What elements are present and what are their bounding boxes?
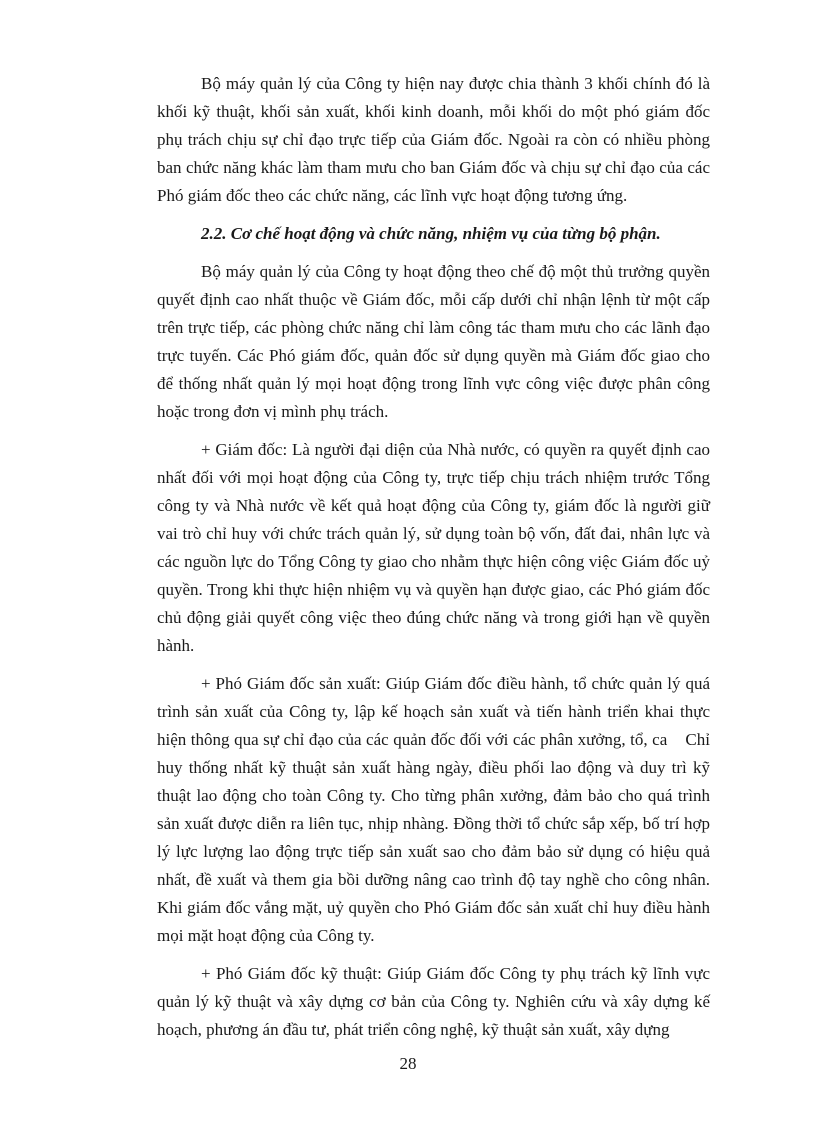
section-heading: 2.2. Cơ chế hoạt động và chức năng, nhiệm vụ của từng bộ phận. [201,224,661,243]
page-number: 28 [399,1054,417,1073]
paragraph-deputy-technical: + Phó Giám đốc kỹ thuật: Giúp Giám đốc Công ty phụ trách kỹ lĩnh vực quản lý kỹ thuật và xây dựng cơ bản của Công ty. Nghiên cứu và xây dựng kế hoạch, phương án đầu tư, phát triển công nghệ, kỹ thuật sản xuất, xây dựng [157,964,710,1039]
paragraph-director: + Giám đốc: Là người đại diện của Nhà nước, có quyền ra quyết định cao nhất đối với mọi hoạt động của Công ty, trực tiếp chịu trách nhiệm trước Tổng công ty và Nhà nước về kết quả hoạt động của Công ty, giám đốc là người giữ vai trò chỉ huy với chức trách quản lý, sử dụng toàn bộ vốn, đất đai, nhân lực và các nguồn lực do Tổng Công ty giao cho nhằm thực hiện công việc Giám đốc uỷ quyền. Trong khi thực hiện nhiệm vụ và quyền hạn được giao, các Phó giám đốc chủ động giải quyết công việc theo đúng chức năng và trong giới hạn về quyền hành. [157,440,710,655]
document-body [157,70,715,1054]
paragraph-deputy-production: + Phó Giám đốc sản xuất: Giúp Giám đốc điều hành, tổ chức quản lý quá trình sản xuất của Công ty, lập kế hoạch sản xuất và tiến hành triển khai thực hiện thông qua sự chỉ đạo của các quản đốc đối với các phân xưởng, tổ, ca Chỉ huy thống nhất kỹ thuật sản xuất hàng ngày, điều phối lao động và duy trì kỹ thuật lao động cho toàn Công ty. Cho từng phân xưởng, đảm bảo cho quá trình sản xuất được diễn ra liên tục, nhịp nhàng. Đồng thời tổ chức sắp xếp, bố trí hợp lý lực lượng lao động trực tiếp sản xuất sao cho đảm bảo sử dụng có hiệu quả nhất, đề xuất và them gia bồi dưỡng nâng cao trình độ tay nghề cho công nhân. Khi giám đốc vắng mặt, uỷ quyền cho Phó Giám đốc sản xuất chỉ huy điều hành mọi mặt hoạt động của Công ty. [157,674,715,945]
paragraph-management-structure: Bộ máy quản lý của Công ty hiện nay được chia thành 3 khối chính đó là khối kỹ thuật, khối sản xuất, khối kinh doanh, mỗi khối do một phó giám đốc phụ trách chịu sự chỉ đạo trực tiếp của Giám đốc. Ngoài ra còn có nhiều phòng ban chức năng khác làm tham mưu cho ban Giám đốc và chịu sự chỉ đạo của các Phó giám đốc theo các chức năng, các lĩnh vực hoạt động tương ứng. [157,74,710,205]
paragraph-operating-mechanism: Bộ máy quản lý của Công ty hoạt động theo chế độ một thủ trưởng quyền quyết định cao nhất thuộc về Giám đốc, mỗi cấp dưới chỉ nhận lệnh từ một cấp trên trực tiếp, các phòng chức năng chỉ làm công tác tham mưu cho các lãnh đạo trực tuyến. Các Phó giám đốc, quản đốc sử dụng quyền mà Giám đốc giao cho để thống nhất quản lý mọi hoạt động trong lĩnh vực công việc được phân công hoặc trong đơn vị mình phụ trách. [157,262,710,421]
